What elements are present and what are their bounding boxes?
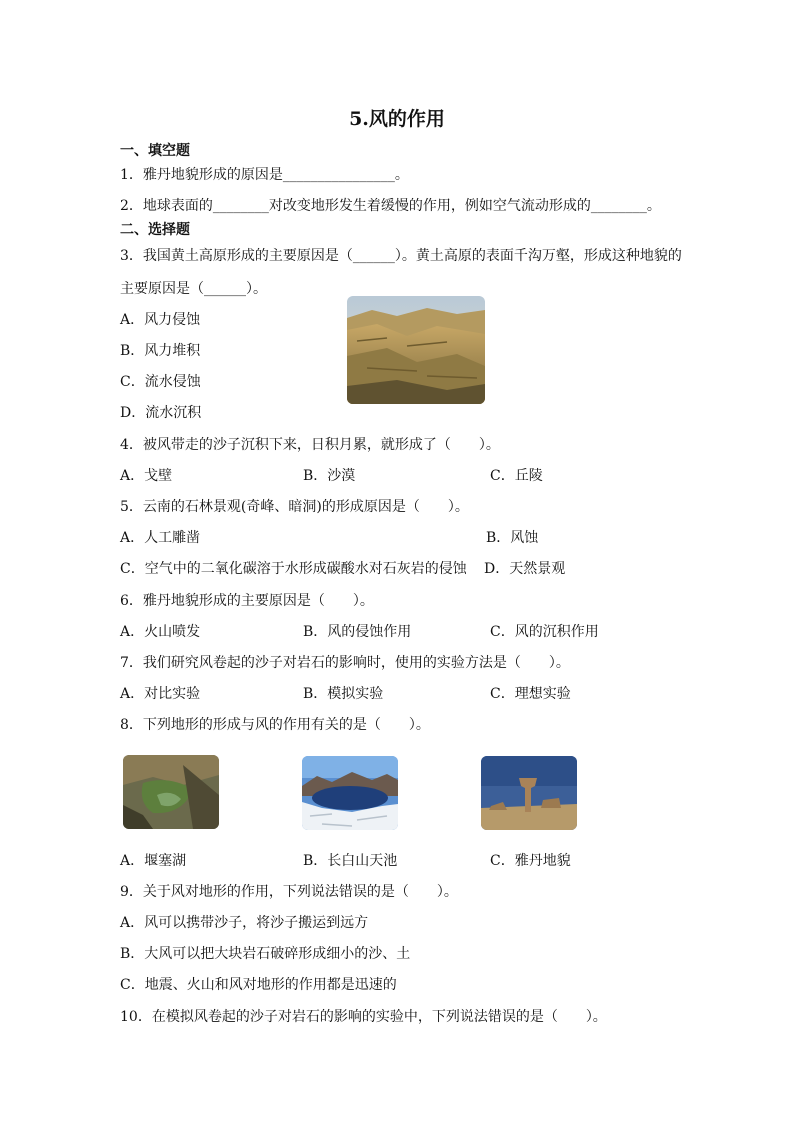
yardang-landform-photo	[481, 756, 577, 830]
question-2: 2．地球表面的________对改变地形发生着缓慢的作用，例如空气流动形成的________。	[120, 198, 661, 214]
section-fill-blank-heading: 一、填空题	[120, 143, 190, 159]
question-4: 4．被风带走的沙子沉积下来，日积月累，就形成了（ ）。	[120, 437, 500, 453]
question-3-line-2: 主要原因是（______）。	[120, 281, 267, 297]
question-4-option-b: B．沙漠	[303, 468, 356, 484]
question-7-option-b: B．模拟实验	[303, 686, 384, 702]
question-3-option-c: C．流水侵蚀	[120, 374, 201, 390]
question-7: 7．我们研究风卷起的沙子对岩石的影响时，使用的实验方法是（ ）。	[120, 655, 570, 671]
question-7-option-c: C．理想实验	[490, 686, 571, 702]
question-8-option-a: A．堰塞湖	[120, 853, 187, 869]
question-5-option-c: C．空气中的二氧化碳溶于水形成碳酸水对石灰岩的侵蚀	[120, 561, 467, 577]
question-8-option-b: B．长白山天池	[303, 853, 398, 869]
question-8-option-c: C．雅丹地貌	[490, 853, 571, 869]
question-4-option-c: C．丘陵	[490, 468, 543, 484]
question-6: 6．雅丹地貌形成的主要原因是（ ）。	[120, 593, 374, 609]
question-5-option-a: A．人工雕凿	[120, 530, 201, 546]
question-1: 1．雅丹地貌形成的原因是________________。	[120, 167, 409, 183]
question-3-line-1: 3．我国黄土高原形成的主要原因是（______）。黄土高原的表面千沟万壑，形成这种地貌的	[120, 248, 682, 264]
question-8: 8．下列地形的形成与风的作用有关的是（ ）。	[120, 717, 430, 733]
question-6-option-c: C．风的沉积作用	[490, 624, 599, 640]
question-9: 9．关于风对地形的作用，下列说法错误的是（ ）。	[120, 884, 458, 900]
question-7-option-a: A．对比实验	[120, 686, 201, 702]
question-3-option-a: A．风力侵蚀	[120, 312, 201, 328]
question-9-option-c: C．地震、火山和风对地形的作用都是迅速的	[120, 977, 397, 993]
page-title: 5.风的作用	[349, 108, 445, 130]
barrier-lake-photo	[123, 755, 219, 829]
loess-plateau-photo	[347, 296, 485, 404]
question-9-option-b: B．大风可以把大块岩石破碎形成细小的沙、土	[120, 946, 411, 962]
question-6-option-a: A．火山喷发	[120, 624, 201, 640]
question-4-option-a: A．戈壁	[120, 468, 173, 484]
question-6-option-b: B．风的侵蚀作用	[303, 624, 412, 640]
question-3-option-b: B．风力堆积	[120, 343, 201, 359]
changbai-tianchi-photo	[302, 756, 398, 830]
question-5-option-d: D．天然景观	[484, 561, 566, 577]
question-10: 10．在模拟风卷起的沙子对岩石的影响的实验中，下列说法错误的是（ ）。	[120, 1009, 607, 1025]
question-5-option-b: B．风蚀	[486, 530, 539, 546]
section-choice-heading: 二、选择题	[120, 222, 190, 238]
question-3-option-d: D．流水沉积	[120, 405, 202, 421]
question-5: 5．云南的石林景观(奇峰、暗洞)的形成原因是（ ）。	[120, 499, 469, 515]
question-9-option-a: A．风可以携带沙子，将沙子搬运到远方	[120, 915, 369, 931]
